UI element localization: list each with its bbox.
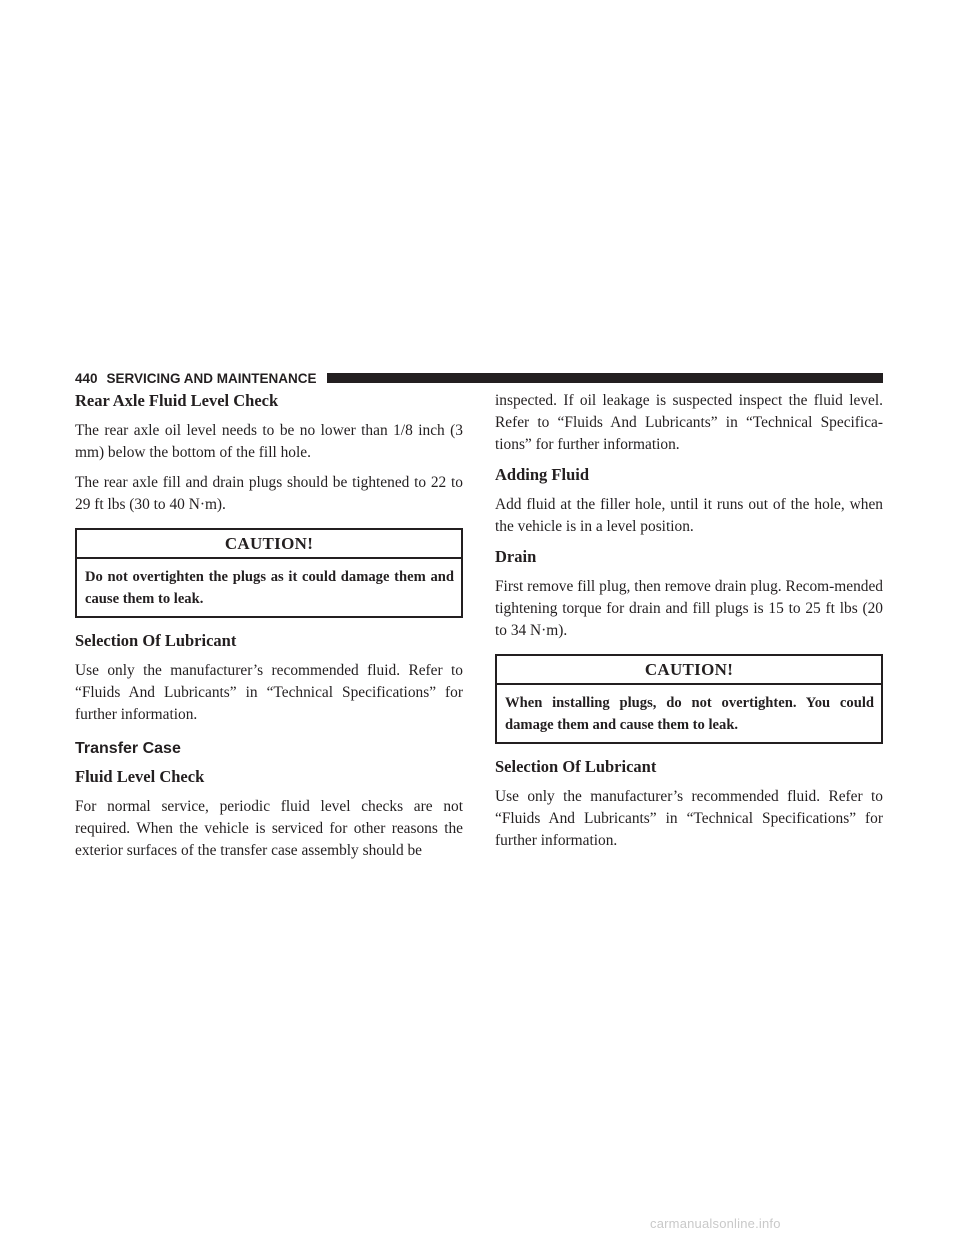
adding-fluid-paragraph: Add fluid at the filler hole, until it runs out of the hole, when the vehicle is in a level position. (495, 496, 883, 535)
caution-box (495, 654, 883, 744)
page-number: 440 (75, 370, 98, 386)
left-column (75, 390, 463, 870)
section-title: SERVICING AND MAINTENANCE (106, 370, 317, 386)
drain-paragraph: First remove fill plug, then remove drain plug. Recom-mended tightening torque for drain and fill plugs is 15 to 25 ft lbs (20 to 34 N·m). (495, 578, 883, 639)
continued-paragraph: inspected. If oil leakage is suspected inspect the fluid level. Refer to “Fluids And Lubricants” in “Technical Specifica-tions” for further information. (495, 392, 883, 453)
selection-heading: Selection Of Lubricant (495, 757, 657, 776)
transfer-case-heading: Transfer Case (75, 740, 181, 757)
caution-box (75, 528, 463, 618)
selection-paragraph: Use only the manufacturer’s recommended fluid. Refer to “Fluids And Lubricants” in “Technical Specifications” for further information. (495, 788, 883, 849)
caution-text: Do not overtighten the plugs as it could damage them and cause them to leak. (85, 569, 454, 607)
rear-axle-paragraph-2: The rear axle fill and drain plugs should be tightened to 22 to 29 ft lbs (30 to 40 N·m). (75, 474, 463, 513)
caution-title: CAUTION! (77, 530, 461, 559)
selection-paragraph: Use only the manufacturer’s recommended fluid. Refer to “Fluids And Lubricants” in “Technical Specifications” for further information. (75, 662, 463, 723)
rear-axle-heading: Rear Axle Fluid Level Check (75, 391, 279, 410)
adding-fluid-heading: Adding Fluid (495, 465, 590, 484)
fluid-level-paragraph: For normal service, periodic fluid level checks are not required. When the vehicle is serviced for other reasons the exterior surfaces of the transfer case assembly should be (75, 798, 463, 859)
watermark: carmanualsonline.info (650, 1216, 781, 1231)
right-column (495, 390, 883, 860)
fluid-level-heading: Fluid Level Check (75, 767, 205, 786)
caution-text: When installing plugs, do not overtighten. You could damage them and cause them to leak. (505, 695, 874, 733)
header-rule (327, 373, 883, 383)
drain-heading: Drain (495, 547, 537, 566)
page-header (75, 370, 883, 386)
caution-title: CAUTION! (497, 656, 881, 685)
rear-axle-paragraph-1: The rear axle oil level needs to be no lower than 1/8 inch (3 mm) below the bottom of the fill hole. (75, 422, 463, 461)
selection-heading: Selection Of Lubricant (75, 631, 237, 650)
